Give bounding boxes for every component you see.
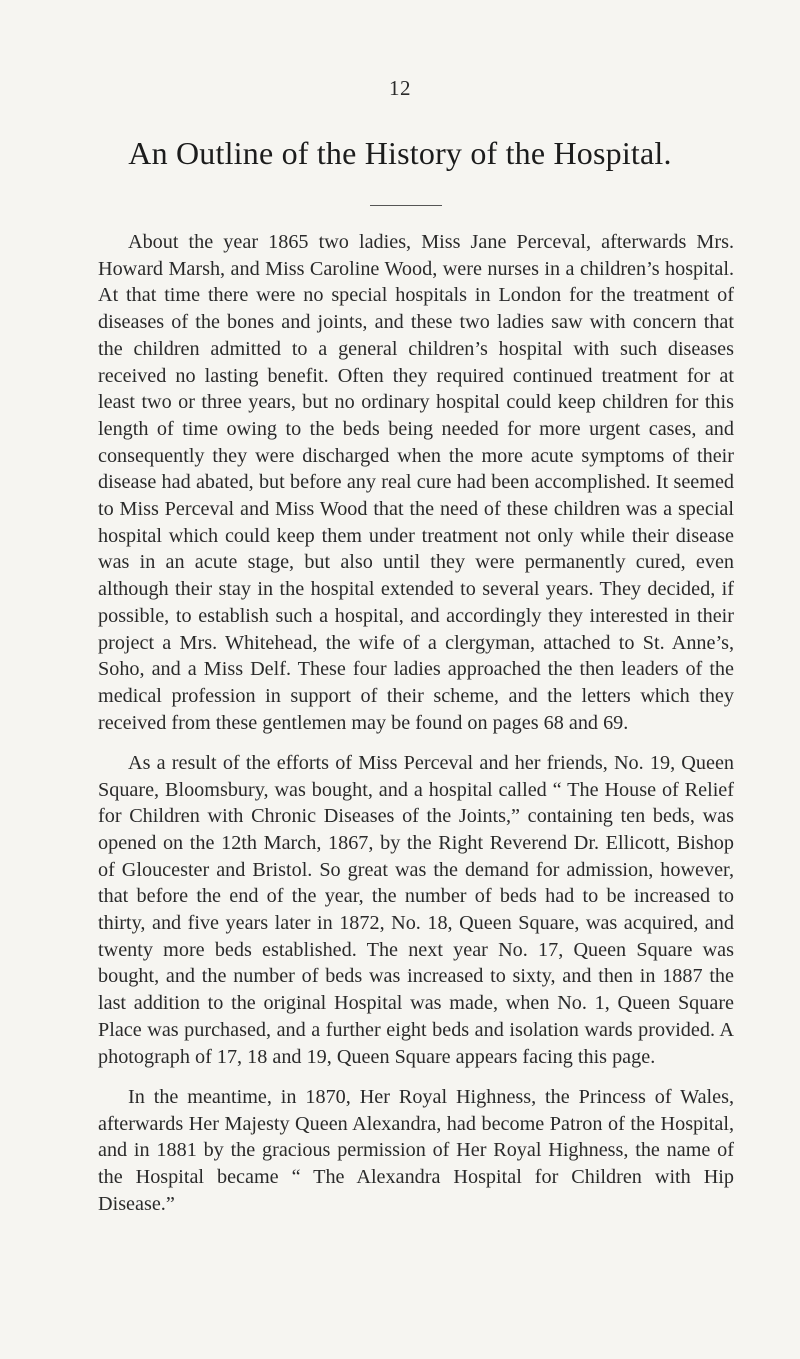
body-text	[98, 229, 734, 1231]
paragraph-3: In the meantime, in 1870, Her Royal Highness, the Princess of Wales, afterwards Her Majesty Queen Alexandra, had become Patron of the Hospital, and in 1881 by the gracious permission of Her Royal Highness, the name of the Hospital became “ The Alexandra Hospital for Children with Hip Disease.”	[98, 1085, 734, 1215]
paragraph-2: As a result of the efforts of Miss Perceval and her friends, No. 19, Queen Square, Bloomsbury, was bought, and a hospital called “ The House of Relief for Children with Chronic Diseases of the Joints,” containing ten beds, was opened on the 12th March, 1867, by the Right Reverend Dr. Ellicott, Bishop of Gloucester and Bristol. So great was the demand for admission, however, that before the end of the year, the number of beds had to be increased to thirty, and five years later in 1872, No. 18, Queen Square, was acquired, and twenty more beds established. The next year No. 17, Queen Square was bought, and the number of beds was increased to sixty, and then in 1887 the last addition to the original Hospital was made, when No. 1, Queen Square Place was purchased, and a further eight beds and isolation wards provided. A photograph of 17, 18 and 19, Queen Square appears facing this page.	[98, 751, 734, 1068]
page-title: An Outline of the History of the Hospital.	[128, 135, 672, 171]
title-divider	[370, 205, 442, 206]
paragraph-1: About the year 1865 two ladies, Miss Jane Perceval, afterwards Mrs. Howard Marsh, and Miss Caroline Wood, were nurses in a children’s hospital. At that time there were no special hospitals in London for the treatment of diseases of the bones and joints, and these two ladies saw with concern that the children admitted to a general children’s hospital with such diseases received no lasting benefit. Often they required continued treatment for at least two or three years, but no ordinary hospital could keep children for this length of time owing to the beds being needed for more urgent cases, and consequently they were discharged when the more acute symptoms of their disease had abated, but before any real cure had been accomplished. It seemed to Miss Perceval and Miss Wood that the need of these children was a special hospital which could keep them under treatment not only while their disease was in an acute stage, but also until they were permanently cured, even although their stay in the hospital extended to several years. They decided, if possible, to establish such a hospital, and accordingly they interested in their project a Mrs. Whitehead, the wife of a clergyman, attached to St. Anne’s, Soho, and a Miss Delf. These four ladies approached the then leaders of the medical profession in support of their scheme, and the letters which they received from these gentlemen may be found on pages 68 and 69.	[98, 231, 734, 734]
page-number: 12	[389, 76, 411, 100]
